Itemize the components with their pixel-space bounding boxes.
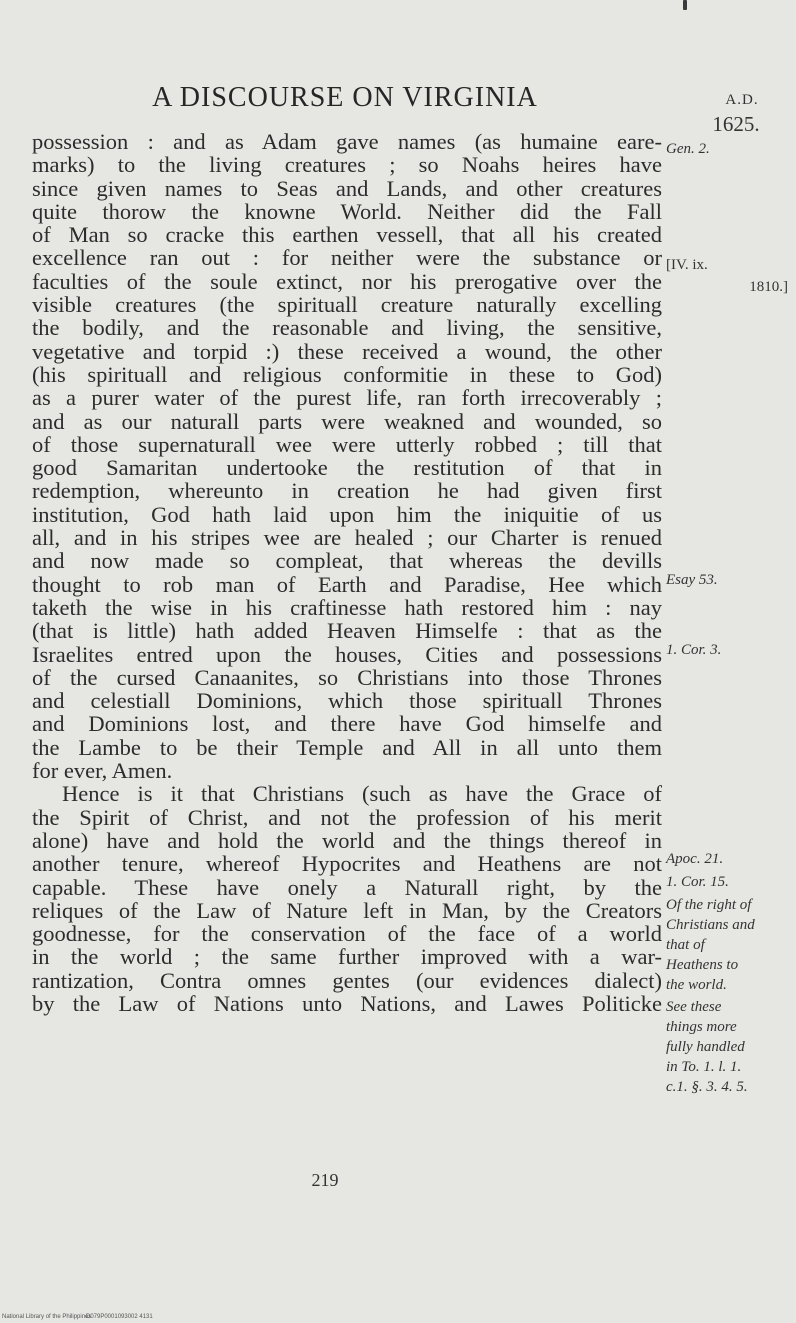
body-line: and as our naturall parts were weakned and wounded, so	[32, 408, 662, 434]
body-line: by the Law of Nations unto Nations, and Lawes Politicke	[32, 990, 662, 1016]
side-note-line: in To. 1. l. 1.	[666, 1059, 742, 1075]
body-line: redemption, whereunto in creation he had given first	[32, 478, 662, 504]
body-line: institution, God hath laid upon him the iniquitie of us	[32, 501, 662, 527]
body-line: capable. These have onely a Naturall right, by the	[32, 874, 662, 900]
body-line: faculties of the soule extinct, nor his prerogative over the	[32, 268, 662, 294]
body-line: of Man so cracke this earthen vessell, that all his created	[32, 222, 662, 248]
margin-note-volume: [IV. ix.	[666, 257, 708, 273]
body-line: in the world ; the same further improved with a war-	[32, 944, 662, 970]
body-line: (that is little) hath added Heaven Himselfe : that as the	[32, 618, 662, 644]
body-line: since given names to Seas and Lands, and other creatures	[32, 175, 662, 201]
body-line: reliques of the Law of Nature left in Man, by the Creators	[32, 897, 662, 923]
page-number: 219	[311, 1170, 339, 1190]
margin-note-apoc: Apoc. 21.	[666, 851, 724, 867]
margin-note-cor-3: 1. Cor. 3.	[666, 642, 722, 658]
running-head-title: A DISCOURSE ON VIRGINIA	[152, 82, 538, 113]
margin-note-esay: Esay 53.	[666, 572, 718, 588]
body-line: excellence ran out : for neither were the substance or	[32, 245, 662, 271]
body-line: vegetative and torpid :) these received a wound, the other	[32, 338, 662, 364]
body-line: marks) to the living creatures ; so Noahs heires have	[32, 152, 662, 178]
side-note-line: things more	[666, 1019, 737, 1035]
side-note-line: that of	[666, 937, 705, 953]
body-line: another tenure, whereof Hypocrites and Heathens are not	[32, 851, 662, 877]
body-line: goodnesse, for the conservation of the face of a world	[32, 921, 662, 947]
body-line: the Lambe to be their Temple and All in all unto them	[32, 734, 662, 760]
side-note-line: fully handled	[666, 1039, 745, 1055]
body-line: and now made so compleat, that whereas the devills	[32, 548, 662, 574]
body-line: good Samaritan undertooke the restitution of that in	[32, 455, 662, 481]
side-note-line: c.1. §. 3. 4. 5.	[666, 1079, 748, 1095]
body-line: all, and in his stripes wee are healed ; our Charter is renued	[32, 525, 662, 551]
body-line: of the cursed Canaanites, so Christians into those Thrones	[32, 664, 662, 690]
side-note-line: Heathens to	[666, 957, 739, 973]
side-note-line: the world.	[666, 977, 727, 993]
paragraph-start-line: Hence is it that Christians (such as have the Grace of	[62, 781, 662, 807]
body-line: Israelites entred upon the houses, Cities and possessions	[32, 641, 662, 667]
body-line: taketh the wise in his craftinesse hath restored him : nay	[32, 594, 662, 620]
margin-note-cor-15: 1. Cor. 15.	[666, 874, 729, 890]
body-line: (his spirituall and religious conformitie in these to God)	[32, 361, 662, 387]
body-line: alone) have and hold the world and the things thereof in	[32, 827, 662, 853]
body-line: quite thorow the knowne World. Neither did the Fall	[32, 198, 662, 224]
body-line: possession : and as Adam gave names (as humaine eare-	[32, 129, 662, 154]
body-line: of those supernaturall wee were utterly robbed ; till that	[32, 431, 662, 457]
body-line: and Dominions lost, and there have God himselfe and	[32, 711, 662, 737]
body-line: visible creatures (the spirituall creature naturally excelling	[32, 292, 662, 318]
body-line: the Spirit of Christ, and not the profession of his merit	[32, 804, 662, 830]
side-note-line: Of the right of	[666, 897, 752, 913]
side-note-line: See these	[666, 999, 722, 1015]
body-line: the bodily, and the reasonable and living, the sensitive,	[32, 315, 662, 341]
margin-note-volume-page: 1810.]	[749, 279, 788, 295]
year-value: 1625.	[712, 112, 760, 136]
margin-note-gen: Gen. 2.	[666, 141, 710, 157]
body-line: rantization, Contra omnes gentes (our evidences dialect)	[32, 967, 662, 993]
paragraph-end-line: for ever, Amen.	[32, 758, 173, 784]
footer-scan-id: D079P0001093002 4131	[86, 1314, 153, 1320]
body-text	[32, 130, 662, 1015]
page-edge-mark	[683, 0, 687, 10]
side-note-line: Christians and	[666, 917, 755, 933]
year-label: A.D.	[725, 92, 759, 108]
footer-library-name: National Library of the Philippines	[2, 1314, 92, 1320]
body-line: thought to rob man of Earth and Paradise, Hee which	[32, 571, 662, 597]
body-line: and celestiall Dominions, which those spirituall Thrones	[32, 688, 662, 714]
body-line: as a purer water of the purest life, ran forth irrecoverably ;	[32, 385, 662, 411]
